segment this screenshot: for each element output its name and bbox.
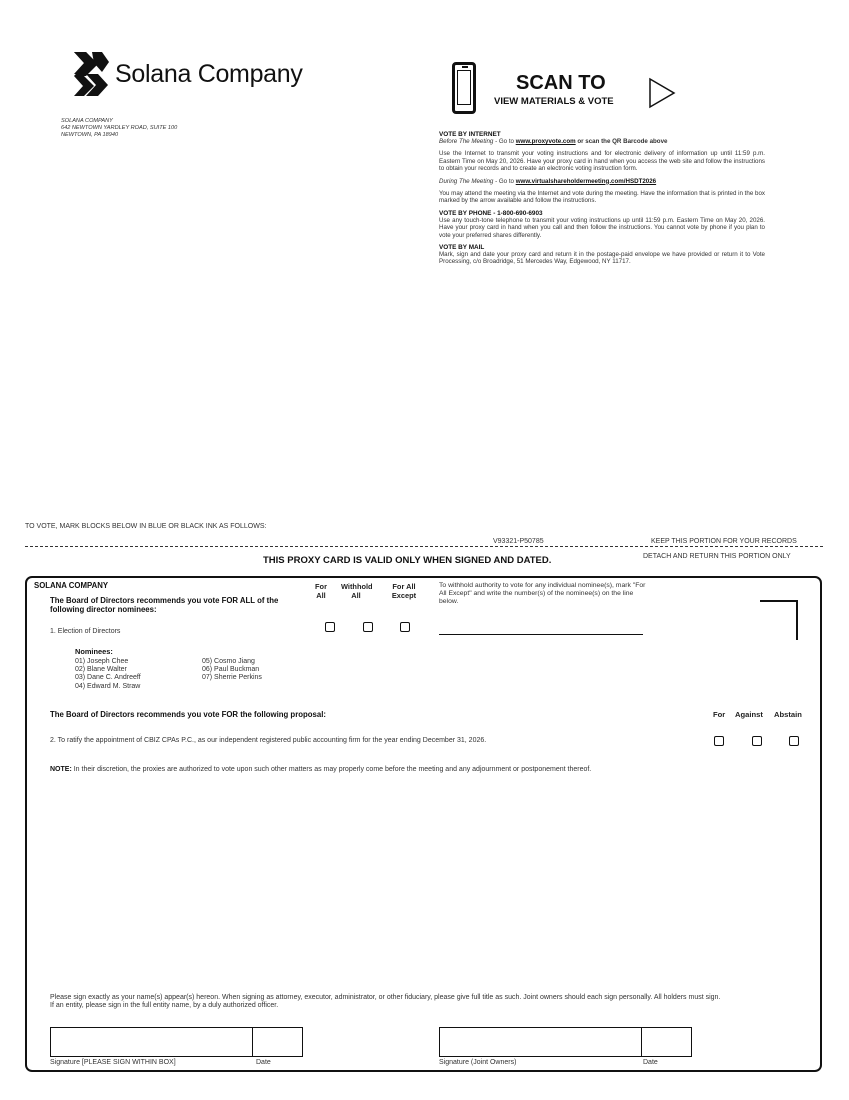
- col-abstain: Abstain: [774, 710, 802, 719]
- checkbox-proposal-for[interactable]: [714, 736, 724, 746]
- note: [50, 766, 720, 774]
- detach-label: DETACH AND RETURN THIS PORTION ONLY: [643, 553, 791, 560]
- nominee: 06) Paul Buckman: [202, 666, 260, 674]
- company-name: Solana Company: [115, 60, 303, 88]
- vote-internet-text: Use the Internet to transmit your voting instructions and for electronic delivery of information up until 11:59 p.m. Eastern Time on May 20, 2026. Have your proxy card in hand when you access the web site and follow the instructions to obtain your records and to create an electronic voting instruction form.: [439, 150, 765, 173]
- vote-mail-heading: VOTE BY MAIL: [439, 244, 485, 252]
- checkbox-proposal-against[interactable]: [752, 736, 762, 746]
- col-withhold-all: Withhold All: [341, 582, 373, 600]
- virtual-meeting-link[interactable]: www.virtualshareholdermeeting.com/HSDT2026: [515, 177, 657, 185]
- col-against: Against: [735, 710, 763, 719]
- perforation-line: [25, 546, 823, 547]
- nominees-list-1: [75, 658, 141, 691]
- checkbox-withhold-all[interactable]: [363, 622, 373, 632]
- vote-phone-text: Use any touch-tone telephone to transmit your voting instructions up until 11:59 p.m. Eastern Time on May 20, 2026. Have your proxy card in hand when you call and then follow the instructions. You cannot vote by phone if you plan to vote your preferred shares differently.: [439, 216, 765, 239]
- nominee: 05) Cosmo Jiang: [202, 658, 255, 665]
- nominee: 07) Sherrie Perkins: [202, 674, 262, 682]
- proxyvote-link[interactable]: www.proxyvote.com: [515, 138, 576, 145]
- ink-instruction: TO VOTE, MARK BLOCKS BELOW IN BLUE OR BLACK INK AS FOLLOWS:: [25, 523, 267, 530]
- item-1: 1. Election of Directors: [50, 628, 121, 635]
- joint-date-label: Date: [643, 1059, 658, 1066]
- vote-during-meeting: During The Meeting - Go to www.virtualshareholdermeeting.com/HSDT2026: [439, 177, 657, 185]
- voting-instructions: [439, 131, 765, 266]
- card-company: SOLANA COMPANY: [34, 581, 109, 590]
- item-2: 2. To ratify the appointment of CBIZ CPAs P.C., as our independent registered public accounting firm for the year ending December 31, 2026.: [50, 737, 487, 744]
- nominee: 01) Joseph Chee: [75, 658, 129, 665]
- note-label: NOTE:: [50, 766, 72, 773]
- note-text: In their discretion, the proxies are authorized to vote upon such other matters as may properly come before the meeting and any adjournment or postponement thereof.: [71, 766, 592, 773]
- col-for-all-except: For All Except: [391, 582, 417, 600]
- checkbox-for-all[interactable]: [325, 622, 335, 632]
- corner-bracket: [760, 600, 798, 640]
- vote-mail-text: Mark, sign and date your proxy card and return it in the postage-paid envelope we have provided or return it to Vote Processing, c/o Broadridge, 51 Mercedes Way, Edgewood, NY 11717.: [439, 251, 765, 266]
- joint-signature-box[interactable]: [439, 1027, 642, 1057]
- col-for-all: For All: [315, 582, 327, 600]
- checkbox-proposal-abstain[interactable]: [789, 736, 799, 746]
- nominee: 02) Blane Walter: [75, 666, 127, 674]
- checkbox-for-all-except[interactable]: [400, 622, 410, 632]
- joint-date-box[interactable]: [642, 1027, 692, 1057]
- scan-subtitle: VIEW MATERIALS & VOTE: [494, 96, 614, 107]
- signing-instructions: Please sign exactly as your name(s) appear(s) hereon. When signing as attorney, executor, administrator, or other fiduciary, please give full title as such. Joint owners should each sign personally. All holders must sign. If an entity, please sign in the full entity name, by a duly authorized officer.: [50, 994, 721, 1010]
- vote-phone-heading: VOTE BY PHONE - 1-800-690-6903: [439, 209, 543, 217]
- phone-icon: [452, 62, 476, 114]
- date-label: Date: [256, 1059, 271, 1066]
- nominee: 03) Dane C. Andreeff: [75, 674, 141, 682]
- vote-internet-before: Before The Meeting - Go to www.proxyvote.com or scan the QR Barcode above: [439, 138, 668, 145]
- col-for: For: [713, 710, 726, 719]
- scan-title: SCAN TO: [516, 72, 606, 94]
- board-recommendation-1: The Board of Directors recommends you vote FOR ALL of the following director nominees:: [50, 596, 279, 614]
- keep-portion-label: KEEP THIS PORTION FOR YOUR RECORDS: [651, 538, 797, 545]
- nominees-heading: Nominees:: [75, 647, 113, 656]
- signature-label: Signature [PLEASE SIGN WITHIN BOX]: [50, 1059, 176, 1066]
- nominee-exception-line[interactable]: [439, 634, 643, 635]
- company-logo: [72, 50, 312, 100]
- date-box[interactable]: [253, 1027, 303, 1057]
- signature-box[interactable]: [50, 1027, 253, 1057]
- withhold-instructions: To withhold authority to vote for any individual nominee(s), mark "For All Except" and write the number(s) of the nominee(s) on the line below.: [439, 582, 646, 605]
- control-code: V93321-P50785: [493, 538, 544, 545]
- company-address: SOLANA COMPANY 642 NEWTOWN YARDLEY ROAD, SUITE 100 NEWTOWN, PA 18940: [61, 118, 178, 138]
- board-recommendation-2: The Board of Directors recommends you vote FOR the following proposal:: [50, 710, 326, 719]
- nominees-list-2: [202, 658, 262, 683]
- validity-notice: THIS PROXY CARD IS VALID ONLY WHEN SIGNED AND DATED.: [263, 555, 552, 566]
- solana-logo-icon: [72, 50, 110, 98]
- vote-during-text: You may attend the meeting via the Internet and vote during the meeting. Have the information that is printed in the box marked by the arrow available and follow the instructions.: [439, 190, 765, 205]
- arrow-right-icon: [648, 77, 676, 109]
- joint-signature-label: Signature (Joint Owners): [439, 1059, 517, 1066]
- vote-internet-heading: VOTE BY INTERNET: [439, 131, 501, 138]
- nominee: 04) Edward M. Straw: [75, 682, 141, 690]
